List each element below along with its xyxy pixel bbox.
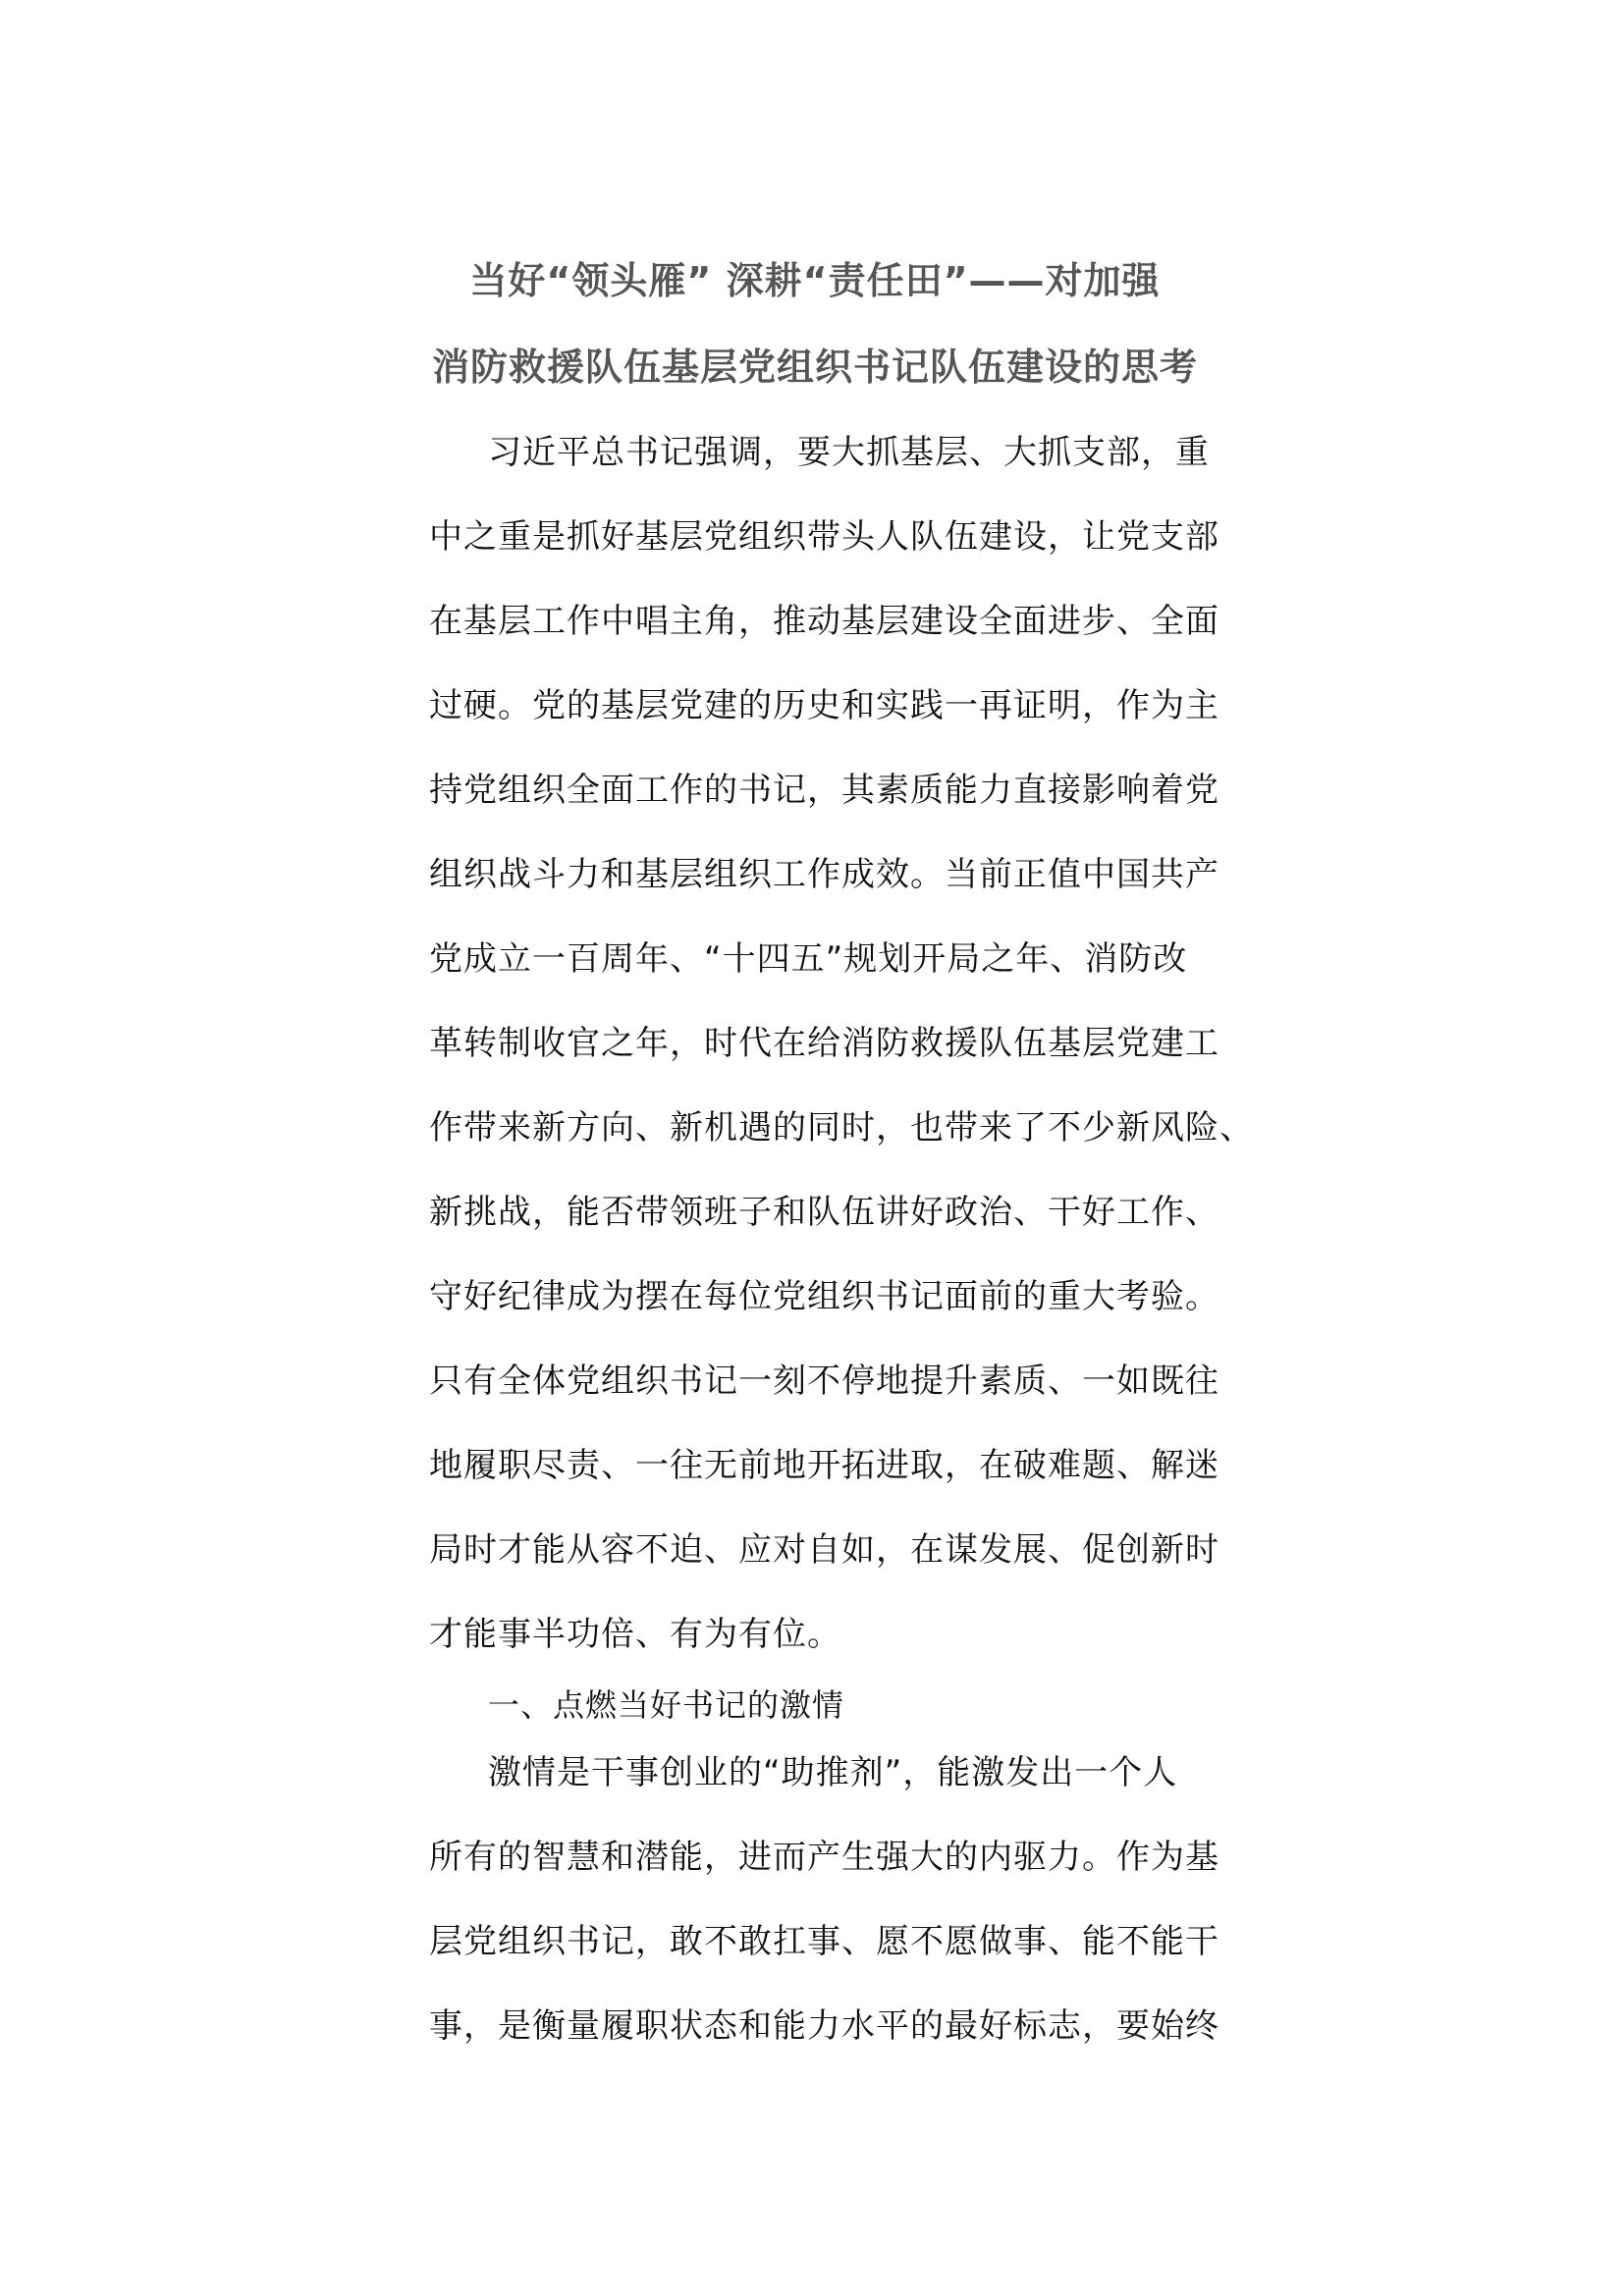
document-title-line-1: 当好“领头雁” 深耕“责任田”——对加强 xyxy=(469,259,1161,302)
paragraph-line: 在基层工作中唱主角，推动基层建设全面进步、全面 xyxy=(429,602,1219,641)
paragraph-line: 只有全体党组织书记一刻不停地提升素质、一如既往 xyxy=(429,1362,1219,1401)
section-line: 激情是干事创业的“助推剂”，能激发出一个人 xyxy=(488,1753,1178,1792)
document-title-line-2: 消防救援队伍基层党组织书记队伍建设的思考 xyxy=(431,346,1198,389)
paragraph-line: 新挑战，能否带领班子和队伍讲好政治、干好工作、 xyxy=(429,1193,1219,1232)
paragraph-line: 中之重是抓好基层党组织带头人队伍建设，让党支部 xyxy=(429,517,1219,557)
paragraph-line: 地履职尽责、一往无前地开拓进取，在破难题、解迷 xyxy=(429,1446,1219,1485)
paragraph-line: 革转制收官之年，时代在给消防救援队伍基层党建工 xyxy=(429,1024,1219,1063)
paragraph-line: 才能事半功倍、有为有位。 xyxy=(429,1615,841,1654)
paragraph-line: 过硬。党的基层党建的历史和实践一再证明，作为主 xyxy=(429,686,1219,725)
paragraph-line: 守好纪律成为摆在每位党组织书记面前的重大考验。 xyxy=(429,1277,1219,1316)
paragraph-line: 党成立一百周年、“十四五”规划开局之年、消防改 xyxy=(429,939,1188,979)
paragraph-line: 作带来新方向、新机遇的同时，也带来了不少新风险、 xyxy=(429,1108,1254,1148)
paragraph-line: 局时才能从容不迫、应对自如，在谋发展、促创新时 xyxy=(429,1530,1219,1570)
section-line: 层党组织书记，敢不敢扛事、愿不愿做事、能不能干 xyxy=(429,1922,1219,1961)
paragraph-line: 习近平总书记强调，要大抓基层、大抓支部，重 xyxy=(488,433,1210,472)
section-heading: 一、点燃当好书记的激情 xyxy=(488,1686,845,1724)
section-line: 所有的智慧和潜能，进而产生强大的内驱力。作为基 xyxy=(429,1838,1219,1877)
paragraph-line: 持党组织全面工作的书记，其素质能力直接影响着党 xyxy=(429,771,1219,810)
section-line: 事，是衡量履职状态和能力水平的最好标志，要始终 xyxy=(429,2006,1219,2046)
paragraph-line: 组织战斗力和基层组织工作成效。当前正值中国共产 xyxy=(429,855,1219,894)
